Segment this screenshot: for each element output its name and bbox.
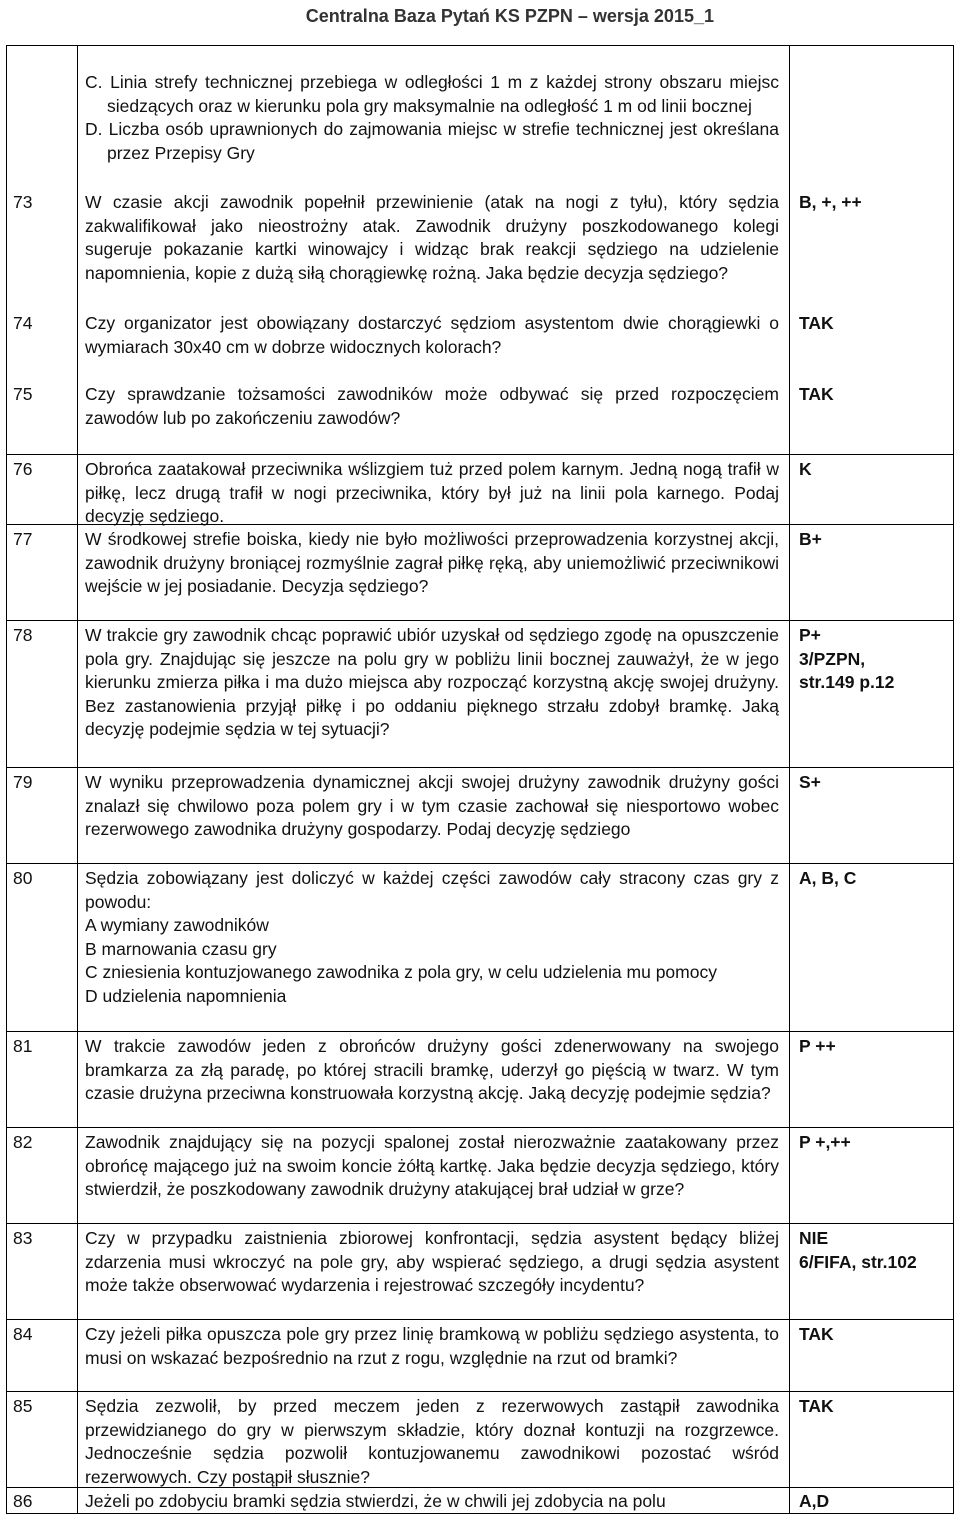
option-c: C zniesienia kontuzjowanego zawodnika z pola gry, w celu udzielenia mu pomocy — [85, 962, 717, 982]
question-text: W środkowej strefie boiska, kiedy nie było możliwości przeprowadzenia korzystnej akcji, zawodnik drużyny broniącej rozmyślnie zagrał piłkę ręką, aby uniemożliwić przeciwnikowi wejście w jej posiadanie. Decyzja sędziego? — [85, 529, 779, 596]
answer-reference-page: str.149 p.12 — [799, 672, 895, 692]
question-number: 82 — [13, 1132, 33, 1152]
question-number: 75 — [13, 384, 33, 404]
question-number: 77 — [13, 529, 33, 549]
answer: A,D — [799, 1491, 830, 1511]
answer-reference: 6/FIFA, str.102 — [799, 1251, 917, 1272]
question-number: 74 — [13, 313, 33, 333]
table-row — [7, 1127, 953, 1224]
answer: P +,++ — [799, 1132, 851, 1152]
questions-table — [6, 45, 954, 1514]
answer: B, +, ++ — [799, 192, 862, 212]
page-header — [0, 6, 960, 27]
table-row — [7, 1031, 953, 1128]
answer: B+ — [799, 529, 822, 549]
question-text: Sędzia zezwolił, by przed meczem jeden z rezerwowych zastąpił zawodnika przewidzianego do gry w pierwszym składzie, który doznał kontuzji na rozgrzewce. Jednocześnie sędzia pozwolił kontuzjowanemu zawodnikowi pozostać wśród rezerwowych. Czy postąpił słusznie? — [85, 1396, 779, 1487]
answer: K — [799, 459, 812, 479]
header-title: Centralna Baza Pytań KS PZPN – wersja 2015_1 — [305, 6, 714, 26]
question-text: W trakcie gry zawodnik chcąc poprawić ubiór uzyskał od sędziego zgodę na opuszczenie pola gry. Znajdując się jeszcze na polu gry w pobliżu linii bocznej zauważył, że w jego kierunku zmierza piłka i ma dużo miejsca aby rozpocząć korzystną akcję swojej drużyny. Bez zastanowienia przyjął piłkę i po oddaniu pięknego strzału zdobył bramkę. Jaką decyzję podejmie sędzia w tej sytuacji? — [85, 625, 779, 739]
question-number: 81 — [13, 1036, 33, 1056]
answer: A, B, C — [799, 868, 857, 888]
question-number: 80 — [13, 868, 33, 888]
table-row — [7, 767, 953, 864]
option-a: A wymiany zawodników — [85, 915, 269, 935]
question-number: 79 — [13, 772, 33, 792]
question-text: Czy w przypadku zaistnienia zbiorowej konfrontacji, sędzia asystent będący bliżej zdarzenia musi wkroczyć na pole gry, aby wspierać sędziego, a drugi sędzia asystent może także obserwować wydarzenia i rejestrować szczegóły incydentu? — [85, 1228, 779, 1295]
answer — [799, 1227, 917, 1274]
table-row — [7, 1223, 953, 1320]
answer: TAK — [799, 313, 834, 333]
table-row — [7, 620, 953, 768]
option-b: B marnowania czasu gry — [85, 938, 277, 959]
answer: TAK — [799, 1324, 834, 1344]
question-text: Zawodnik znajdujący się na pozycji spalonej został nierozważnie zaatakowany przez obrońcę mającego już na swoim koncie żółtą kartkę. Jaka będzie decyzja sędziego, który stwierdził, że poszkodowany zawodnik drużyny atakującej brał udział w grze? — [85, 1132, 779, 1199]
table-row — [7, 1391, 953, 1488]
question-text: Czy jeżeli piłka opuszcza pole gry przez linię bramkową w pobliżu sędziego asystenta, to musi on wskazać bezpośrednio na rzut z rogu, względnie na rzut od bramki? — [85, 1324, 779, 1368]
table-row — [7, 454, 953, 525]
table-row — [7, 1487, 953, 1514]
question-text: Czy sprawdzanie tożsamości zawodników może odbywać się przed rozpoczęciem zawodów lub po zakończeniu zawodów? — [85, 384, 779, 428]
question-number: 78 — [13, 625, 33, 645]
question-number: 85 — [13, 1396, 33, 1416]
answer: TAK — [799, 384, 834, 404]
table-row — [7, 863, 953, 1032]
question-text: W wyniku przeprowadzenia dynamicznej akcji swojej drużyny zawodnik drużyny gości znalazł się chwilowo poza polem gry i w tym czasie zachował się niesportowo wobec rezerwowego zawodnika drużyny gospodarzy. Podaj decyzję sędziego — [85, 772, 779, 839]
question-text: Jeżeli po zdobyciu bramki sędzia stwierdzi, że w chwili jej zdobycia na polu — [85, 1491, 666, 1511]
table-row — [7, 524, 953, 621]
question-number: 76 — [13, 459, 33, 479]
question-text: W czasie akcji zawodnik popełnił przewinienie (atak na nogi z tyłu), który sędzia zakwalifikował jako nieostrożny atak. Zawodnik drużyny poszkodowanego kolegi sugeruje pokazanie kartki winowajcy i widząc brak reakcji sędziego na udzielenie napomnienia, kopie z dużą siłą chorągiewkę rożną. Jaka będzie decyzja sędziego? — [85, 192, 779, 283]
table-row — [7, 1319, 953, 1392]
answer: P ++ — [799, 1036, 836, 1056]
answer-line: NIE — [799, 1228, 829, 1248]
answer — [799, 624, 894, 695]
question-text — [85, 867, 779, 1008]
option-d: D udzielenia napomnienia — [85, 985, 287, 1006]
answer-reference: 3/PZPN, — [799, 648, 866, 669]
question-text: Obrońca zaatakował przeciwnika wślizgiem tuż przed polem karnym. Jedną nogą trafił w piłkę, lecz drugą trafił w nogi przeciwnika, który był już na linii pola karnego. Podaj decyzję sędziego. — [85, 459, 779, 526]
answer: TAK — [799, 1396, 834, 1416]
answer: S+ — [799, 772, 821, 792]
question-number: 83 — [13, 1228, 33, 1248]
answer-line: P+ — [799, 625, 821, 645]
option-c: C. Linia strefy technicznej przebiega w odległości 1 m z każdej strony obszaru miejsc siedzących oraz w kierunku pola gry maksymalnie na odległość 1 m od linii bocznej — [85, 72, 779, 116]
question-continuation — [85, 71, 779, 165]
question-number: 84 — [13, 1324, 33, 1344]
question-number: 73 — [13, 192, 33, 212]
question-text: W trakcie zawodów jeden z obrońców drużyny gości zdenerwowany na swojego bramkarza za złą paradę, po której stracili bramkę, uderzył go pięścią w twarz. W tym czasie drużyna przeciwna konstruowała korzystną akcję. Jaką decyzję podejmie sędzia? — [85, 1036, 779, 1103]
question-text: Czy organizator jest obowiązany dostarczyć sędziom asystentom dwie chorągiewki o wymiarach 30x40 cm w dobrze widocznych kolorach? — [85, 313, 779, 357]
question-number: 86 — [13, 1491, 33, 1511]
question-stem: Sędzia zobowiązany jest doliczyć w każdej części zawodów cały stracony czas gry z powodu: — [85, 868, 779, 912]
option-d: D. Liczba osób uprawnionych do zajmowania miejsc w strefie technicznej jest określana przez Przepisy Gry — [85, 119, 779, 163]
